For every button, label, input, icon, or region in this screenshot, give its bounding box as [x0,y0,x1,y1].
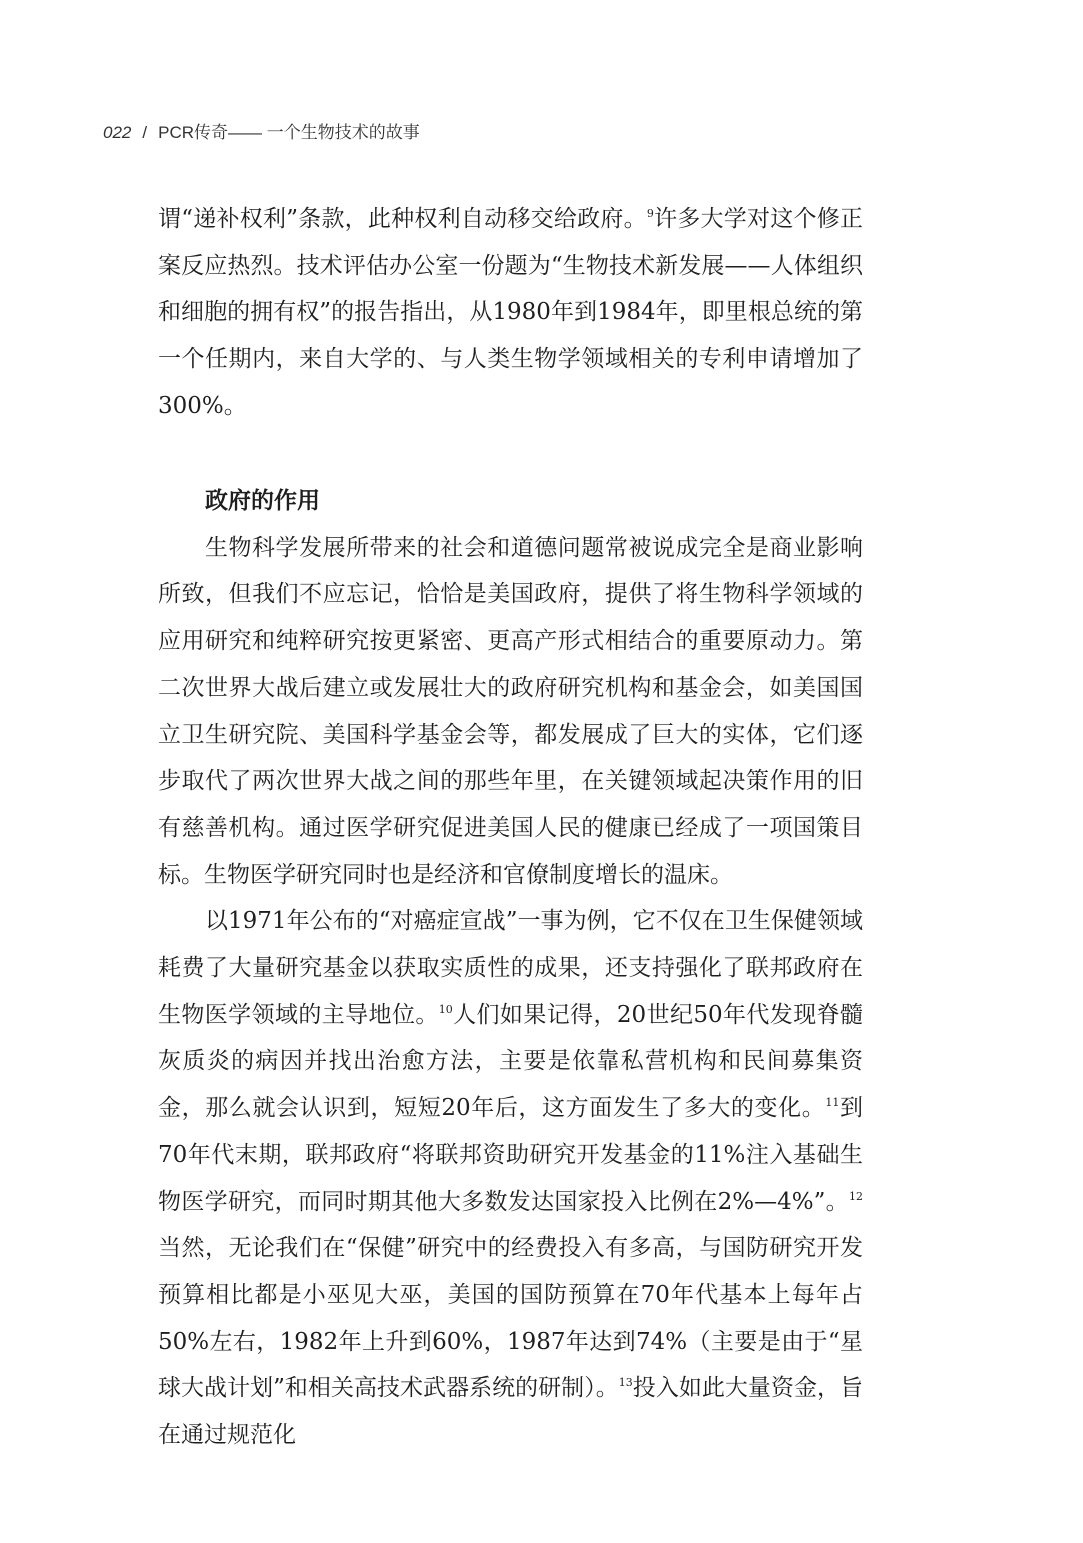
header-separator: / [142,123,148,142]
para2-text-c: 到70年代末期，联邦政府“将联邦资助研究开发基金的11%注入基础生物医学研究，而同时期其他大多数发达国家投入比例在2%—4%”。 [158,1095,863,1215]
para2-text-a: 以1971年公布的“对癌症宣战”一事为例，它不仅在卫生保健领域耗费了大量研究基金以获取实质性的成果，还支持强化了联邦政府在生物医学领域的主导地位。 [158,908,863,1028]
section-paragraph-1: 生物科学发展所带来的社会和道德问题常被说成完全是商业影响所致，但我们不应忘记，恰恰是美国政府，提供了将生物科学领域的应用研究和纯粹研究按更紧密、更高产形式相结合的重要原动力。第二次世界大战后建立或发展壮大的政府研究机构和基金会，如美国国立卫生研究院、美国科学基金会等，都发展成了巨大的实体，它们逐步取代了两次世界大战之间的那些年里，在关键领域起决策作用的旧有慈善机构。通过医学研究促进美国人民的健康已经成了一项国策目标。生物医学研究同时也是经济和官僚制度增长的温床。 [158,534,863,888]
para2-text-e: 投入如此大量资金，旨在通过规范化 [158,1375,864,1449]
section-heading: 政府的作用 [205,487,320,514]
footnote-ref-11: 11 [825,1096,840,1110]
running-header [103,118,420,143]
para2-text-b: 人们如果记得，20世纪50年代发现脊髓灰质炎的病因并找出治愈方法，主要是依靠私营机构和民间募集资金，那么就会认识到，短短20年后，这方面发生了多大的变化。 [158,1001,863,1122]
footnote-ref-13: 13 [618,1376,633,1390]
para1-text-a: 谓“递补权利”条款，此种权利自动移交给政府。 [158,206,647,232]
section-paragraph-2 [158,898,863,1458]
paragraph-continuation [158,196,863,430]
page-number: 022 [103,123,132,142]
footnote-ref-10: 10 [438,1002,453,1016]
para2-text-d: 当然，无论我们在“保健”研究中的经费投入有多高，与国防研究开发预算相比都是小巫见大巫，美国的国防预算在70年代基本上每年占50%左右，1982年上升到60%，1987年达到74%（主要是由于“星球大战计划”和相关高技术武器系统的研制）。 [158,1235,863,1402]
footnote-ref-12: 12 [849,1189,863,1203]
footnote-ref-9: 9 [646,207,654,220]
book-title: PCR传奇—— 一个生物技术的故事 [158,123,420,142]
section-government-role [158,478,863,1459]
para1-text-b: 许多大学对这个修正案反应热烈。技术评估办公室一份题为“生物技术新发展——人体组织和细胞的拥有权”的报告指出，从1980年到1984年，即里根总统的第一个任期内，来自大学的、与人类生物学领域相关的专利申请增加了300%。 [158,206,863,419]
